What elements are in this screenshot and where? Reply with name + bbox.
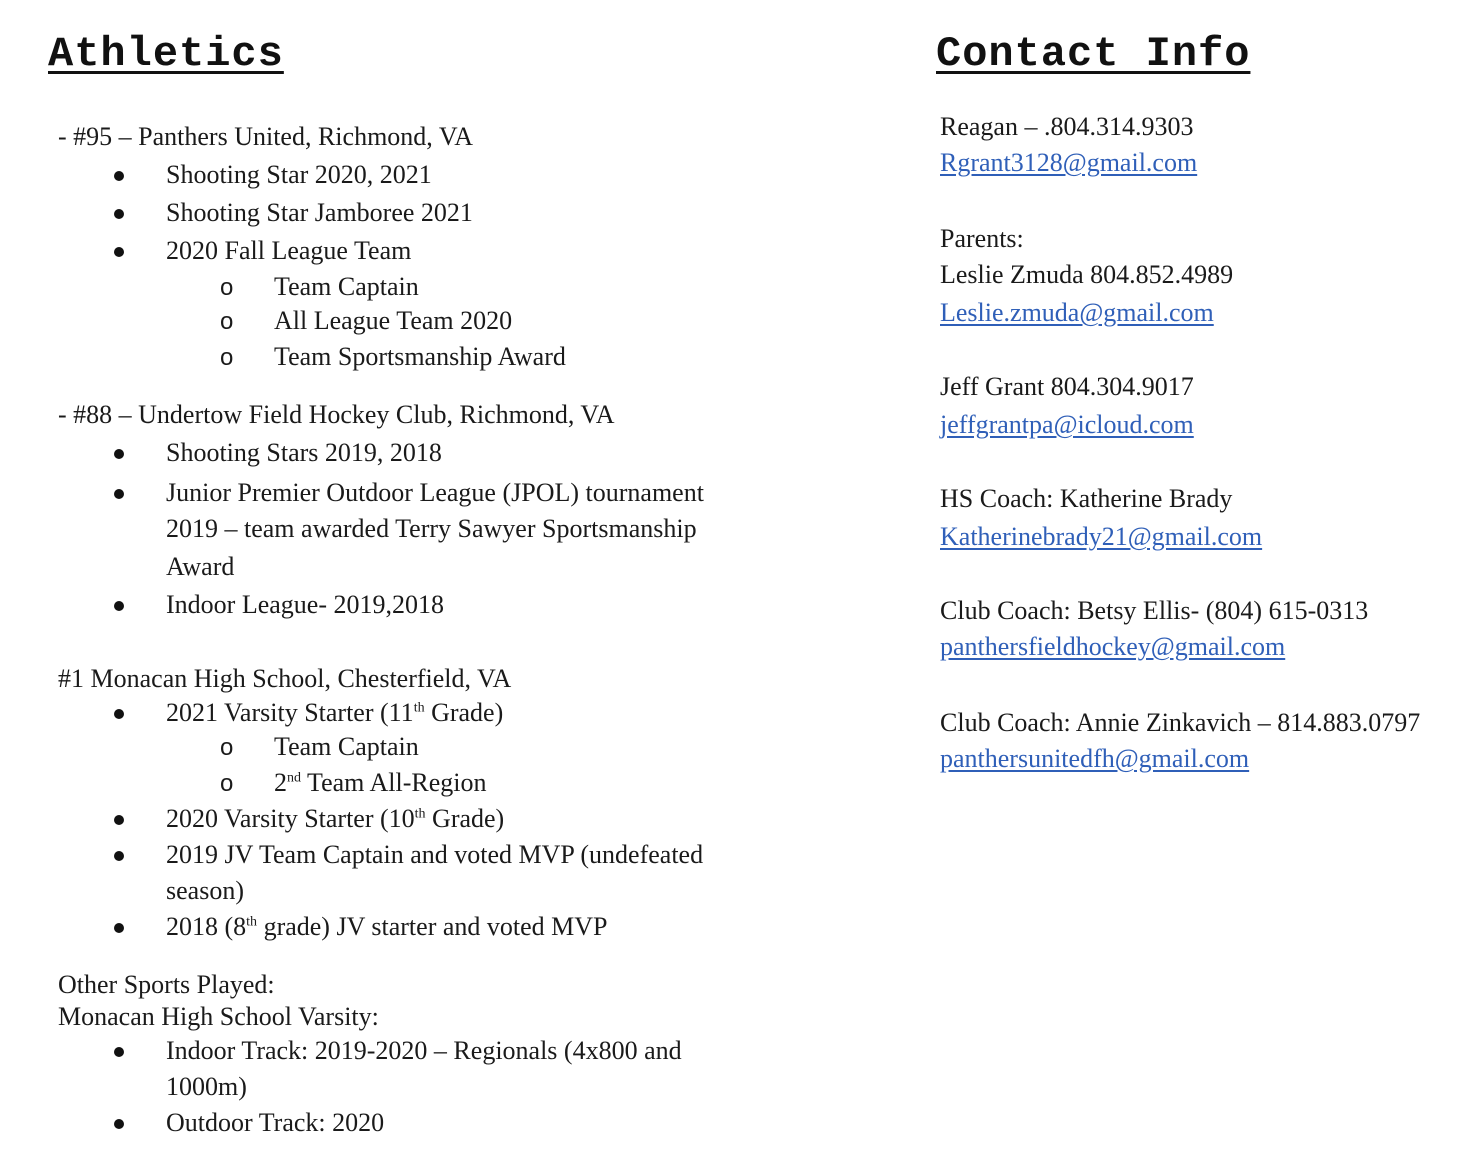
other-sports-subheader: Monacan High School Varsity: [58, 1002, 379, 1031]
email-link[interactable]: jeffgrantpa@icloud.com [940, 410, 1194, 439]
list-item: Indoor Track: 2019-2020 – Regionals (4x800 and [166, 1036, 682, 1065]
bullet-icon [114, 171, 124, 181]
contact-club-coach-annie: Club Coach: Annie Zinkavich – 814.883.0797 [940, 708, 1421, 737]
list-item: Outdoor Track: 2020 [166, 1108, 385, 1137]
list-item: 2020 Varsity Starter (10th Grade) [166, 804, 505, 833]
bullet-icon [114, 923, 124, 933]
contact-info-heading: Contact Info [936, 30, 1251, 78]
list-subitem: Team Captain [274, 272, 419, 301]
list-subitem: 2nd Team All-Region [274, 768, 487, 797]
circle-bullet-icon: o [220, 308, 234, 335]
list-item: Junior Premier Outdoor League (JPOL) tournament [166, 478, 704, 507]
circle-bullet-icon: o [220, 734, 234, 761]
contact-leslie-email [940, 297, 1214, 329]
list-item: Shooting Star Jamboree 2021 [166, 198, 473, 227]
list-item: 2018 (8th grade) JV starter and voted MVP [166, 912, 608, 941]
club-undertow-header: - #88 – Undertow Field Hockey Club, Richmond, VA [58, 400, 615, 429]
contact-club-coach-annie-email [940, 743, 1249, 775]
contact-hs-coach: HS Coach: Katherine Brady [940, 484, 1233, 513]
contact-leslie-phone: Leslie Zmuda 804.852.4989 [940, 260, 1234, 289]
bullet-icon [114, 815, 124, 825]
list-item: 2021 Varsity Starter (11th Grade) [166, 698, 504, 727]
list-item-continuation: Award [166, 552, 235, 581]
list-item: 2020 Fall League Team [166, 236, 412, 265]
bullet-icon [114, 489, 124, 499]
list-subitem: Team Captain [274, 732, 419, 761]
bullet-icon [114, 709, 124, 719]
list-item: Shooting Star 2020, 2021 [166, 160, 432, 189]
list-subitem: Team Sportsmanship Award [274, 342, 566, 371]
contact-hs-coach-email [940, 521, 1262, 553]
list-subitem: All League Team 2020 [274, 306, 513, 335]
bullet-icon [114, 851, 124, 861]
bullet-icon [114, 209, 124, 219]
list-item-continuation: season) [166, 876, 244, 905]
bullet-icon [114, 1119, 124, 1129]
bullet-icon [114, 449, 124, 459]
contact-jeff-email [940, 409, 1194, 441]
circle-bullet-icon: o [220, 770, 234, 797]
parents-label: Parents: [940, 224, 1024, 253]
list-item-continuation: 2019 – team awarded Terry Sawyer Sportsmanship [166, 514, 697, 543]
list-item: Indoor League- 2019,2018 [166, 590, 444, 619]
contact-club-coach-betsy: Club Coach: Betsy Ellis- (804) 615-0313 [940, 596, 1369, 625]
list-item: 2019 JV Team Captain and voted MVP (undefeated [166, 840, 704, 869]
contact-reagan-phone: Reagan – .804.314.9303 [940, 112, 1194, 141]
bullet-icon [114, 1047, 124, 1057]
other-sports-header: Other Sports Played: [58, 970, 275, 999]
circle-bullet-icon: o [220, 274, 234, 301]
email-link[interactable]: Leslie.zmuda@gmail.com [940, 298, 1214, 327]
email-link[interactable]: Katherinebrady21@gmail.com [940, 522, 1263, 551]
email-link[interactable]: panthersfieldhockey@gmail.com [940, 632, 1286, 661]
contact-reagan-email [940, 147, 1197, 179]
circle-bullet-icon: o [220, 344, 234, 371]
bullet-icon [114, 601, 124, 611]
contact-jeff-phone: Jeff Grant 804.304.9017 [940, 372, 1194, 401]
club-panthers-header: - #95 – Panthers United, Richmond, VA [58, 122, 474, 151]
school-monacan-header: #1 Monacan High School, Chesterfield, VA [58, 664, 512, 693]
bullet-icon [114, 247, 124, 257]
athletics-heading: Athletics [48, 30, 284, 78]
list-item: Shooting Stars 2019, 2018 [166, 438, 442, 467]
email-link[interactable]: panthersunitedfh@gmail.com [940, 744, 1250, 773]
contact-club-coach-betsy-email [940, 631, 1285, 663]
email-link[interactable]: Rgrant3128@gmail.com [940, 148, 1198, 177]
list-item-continuation: 1000m) [166, 1072, 247, 1101]
